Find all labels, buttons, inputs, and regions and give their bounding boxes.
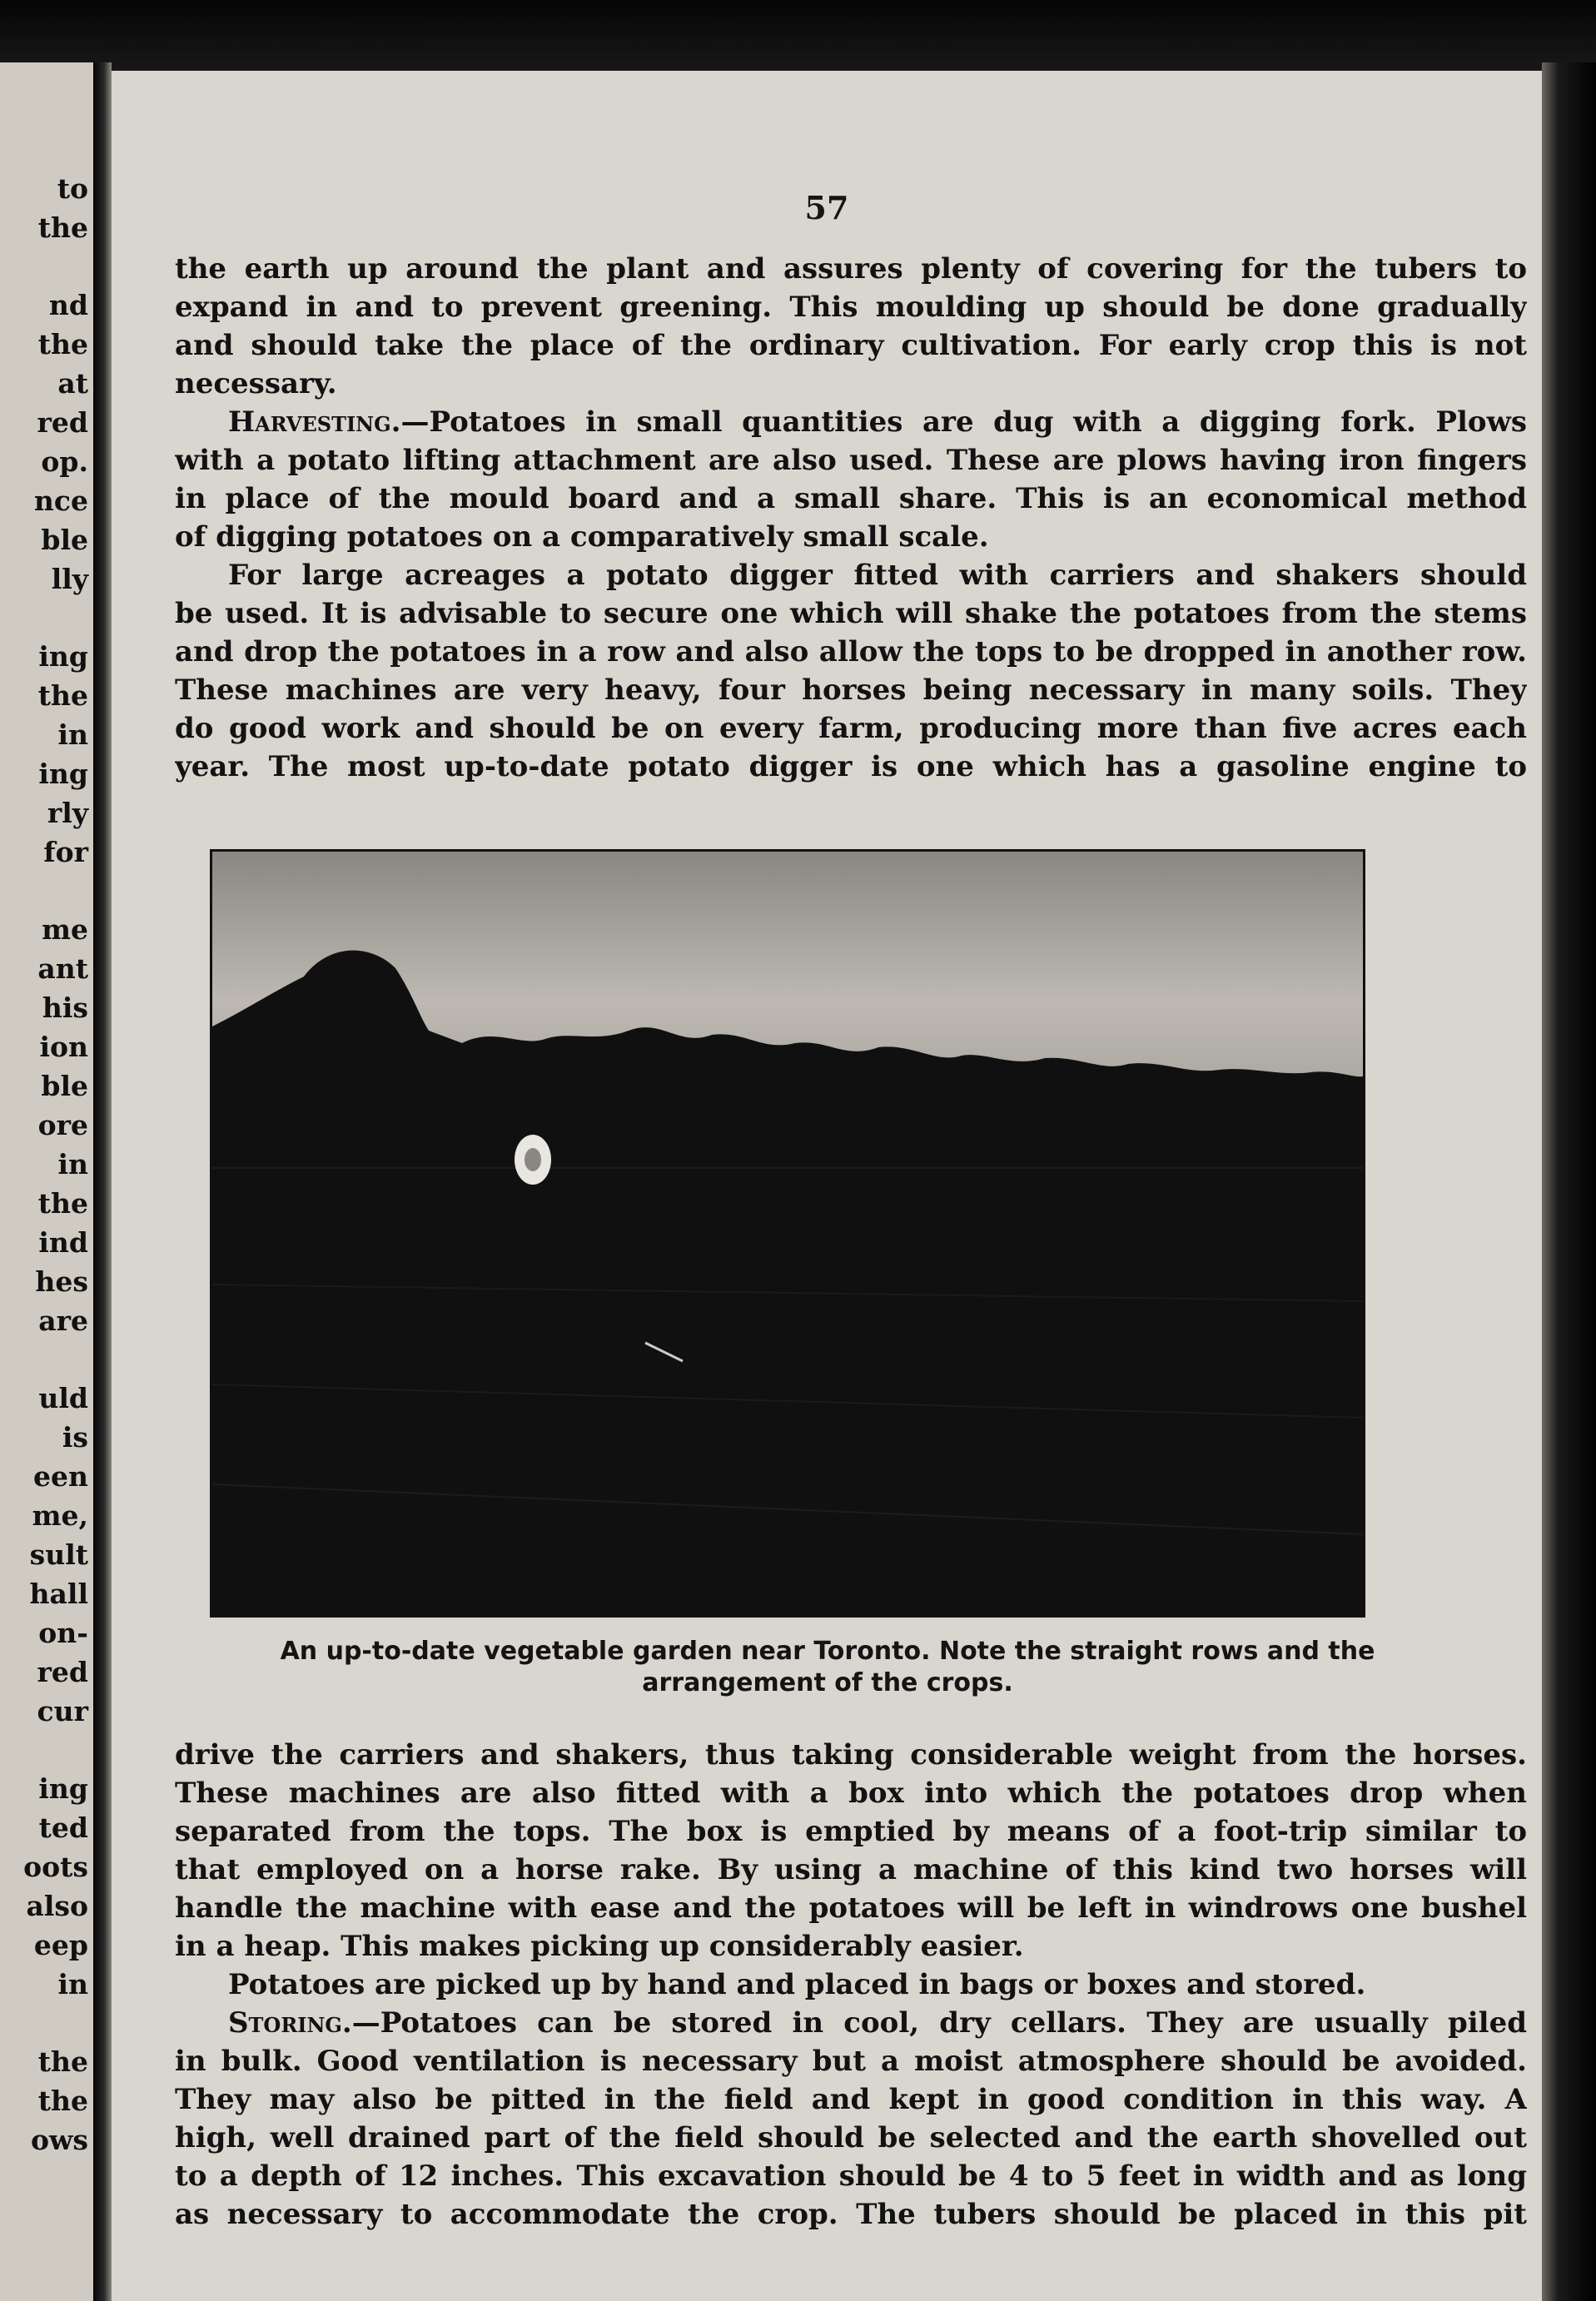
facing-page-text-fragment: are: [38, 1305, 88, 1337]
caption-line: An up-to-date vegetable garden near Toronto. Note the straight rows and the: [280, 1637, 1375, 1666]
storing-paragraph-first-line: [175, 2004, 1527, 2042]
facing-page-text-fragment: at: [57, 367, 88, 400]
facing-page-text-fragment: the: [37, 1187, 88, 1220]
facing-page-text-fragment: ted: [38, 1811, 88, 1844]
upper-text: [175, 250, 1527, 786]
text-line: of digging potatoes on a comparatively small scale.: [175, 520, 989, 554]
facing-page-text-fragment: me: [42, 913, 88, 946]
facing-page-text-fragment: ble: [41, 524, 88, 556]
scan-top-shadow: [0, 0, 1596, 79]
facing-page-text-fragment: in: [57, 1148, 88, 1180]
facing-page-text-fragment: also: [26, 1890, 88, 1922]
book-page: [112, 71, 1542, 2301]
facing-page-text-fragment: nd: [48, 289, 88, 321]
text-line: and drop the potatoes in a row and also allow the tops to be dropped in another row.: [175, 635, 1527, 668]
facing-page-text-fragment: ant: [37, 952, 88, 985]
facing-page-text-fragment: nce: [33, 485, 88, 517]
facing-page-text-fragment: ing: [38, 1772, 88, 1805]
text-line: be used. It is advisable to secure one which will shake the potatoes from the stems: [175, 597, 1527, 630]
facing-page-text-fragment: op.: [41, 445, 88, 478]
text-line: expand in and to prevent greening. This moulding up should be done gradually: [175, 291, 1527, 324]
text-line: in bulk. Good ventilation is necessary but a moist atmosphere should be avoided.: [175, 2045, 1527, 2078]
text-line: —Potatoes in small quantities are dug with a digging fork. Plows: [400, 405, 1527, 439]
photograph-image: [212, 852, 1363, 1615]
facing-page-text-fragment: is: [62, 1421, 88, 1454]
facing-page-text-fragment: to: [57, 172, 88, 205]
facing-page-text-fragment: red: [37, 406, 88, 439]
facing-page-text-fragment: in: [57, 718, 88, 751]
text-line: separated from the tops. The box is emptied by means of a foot-trip similar to: [175, 1815, 1527, 1848]
facing-page-text-fragment: een: [33, 1460, 88, 1493]
facing-page-text-fragment: ows: [31, 2124, 88, 2156]
facing-page-fragment: [0, 62, 93, 2301]
text-line: as necessary to accommodate the crop. The tubers should be placed in this pit: [175, 2198, 1527, 2231]
facing-page-text-fragment: me,: [32, 1499, 88, 1532]
facing-page-text-fragment: red: [37, 1656, 88, 1688]
text-line: drive the carriers and shakers, thus taking considerable weight from the horses.: [175, 1738, 1527, 1772]
facing-page-text-fragment: ore: [37, 1109, 88, 1141]
page-number: 57: [804, 189, 849, 226]
storing-heading: Storing.: [228, 2006, 352, 2040]
facing-page-text-fragment: ion: [39, 1031, 88, 1063]
text-line: These machines are very heavy, four horses being necessary in many soils. They: [175, 673, 1527, 707]
facing-page-text-fragment: for: [43, 836, 88, 868]
facing-page-text-fragment: the: [37, 2045, 88, 2078]
facing-page-text-fragment: sult: [29, 1538, 88, 1571]
caption-line: arrangement of the crops.: [642, 1668, 1013, 1697]
facing-page-text-fragment: hall: [29, 1578, 88, 1610]
text-line: Potatoes are picked up by hand and placed in bags or boxes and stored.: [228, 1968, 1366, 2001]
facing-page-text-fragment: ing: [38, 758, 88, 790]
garden-photograph: [210, 849, 1365, 1618]
text-line: and should take the place of the ordinary cultivation. For early crop this is not: [175, 329, 1527, 362]
text-line: year. The most up-to-date potato digger is one which has a gasoline engine to: [175, 750, 1527, 783]
text-line: These machines are also fitted with a box into which the potatoes drop when: [175, 1777, 1527, 1810]
text-line: in place of the mould board and a small share. This is an economical method: [175, 482, 1527, 515]
facing-page-text-fragment: on-: [38, 1617, 88, 1649]
facing-page-text-fragment: ing: [38, 640, 88, 673]
text-line: They may also be pitted in the field and kept in good condition in this way. A: [175, 2083, 1527, 2116]
harvesting-heading: Harvesting.: [228, 405, 401, 439]
facing-page-text-fragment: cur: [37, 1695, 88, 1727]
facing-page-text-fragment: the: [37, 2085, 88, 2117]
text-line: high, well drained part of the field should be selected and the earth shovelled out: [175, 2121, 1527, 2154]
facing-page-text-fragment: ind: [38, 1226, 88, 1259]
text-line: to a depth of 12 inches. This excavation should be 4 to 5 feet in width and as long: [175, 2159, 1527, 2193]
text-line: necessary.: [175, 367, 337, 400]
facing-page-text-fragment: hes: [35, 1265, 88, 1298]
text-line: For large acreages a potato digger fitted with carriers and shakers should: [228, 559, 1527, 592]
text-line: do good work and should be on every farm, producing more than five acres each: [175, 712, 1527, 745]
facing-page-text-fragment: lly: [51, 563, 88, 595]
facing-page-text-fragment: rly: [47, 797, 88, 829]
facing-page-text-fragment: the: [37, 328, 88, 360]
facing-page-text-fragment: in: [57, 1968, 88, 2000]
facing-page-text-fragment: his: [42, 991, 88, 1024]
harvesting-paragraph-first-line: [175, 403, 1527, 441]
photo-caption: [162, 1636, 1494, 1699]
facing-page-text-fragment: uld: [38, 1382, 88, 1414]
text-line: with a potato lifting attachment are also used. These are plows having iron fingers: [175, 444, 1527, 477]
text-line: —Potatoes can be stored in cool, dry cellars. They are usually piled: [351, 2006, 1527, 2040]
lower-text: [175, 1736, 1527, 2234]
facing-page-text-fragment: the: [37, 679, 88, 712]
book-gutter: [93, 62, 112, 2301]
text-line: the earth up around the plant and assures plenty of covering for the tubers to: [175, 252, 1527, 286]
text-line: handle the machine with ease and the potatoes will be left in windrows one bushel: [175, 1891, 1527, 1925]
facing-page-text-fragment: eep: [33, 1929, 88, 1961]
facing-page-text-fragment: ble: [41, 1070, 88, 1102]
text-line: that employed on a horse rake. By using a machine of this kind two horses will: [175, 1853, 1527, 1886]
facing-page-text-fragment: oots: [23, 1851, 88, 1883]
facing-page-text-fragment: the: [37, 211, 88, 244]
scan-right-edge: [1542, 62, 1596, 2301]
text-line: in a heap. This makes picking up considerably easier.: [175, 1930, 1024, 1963]
